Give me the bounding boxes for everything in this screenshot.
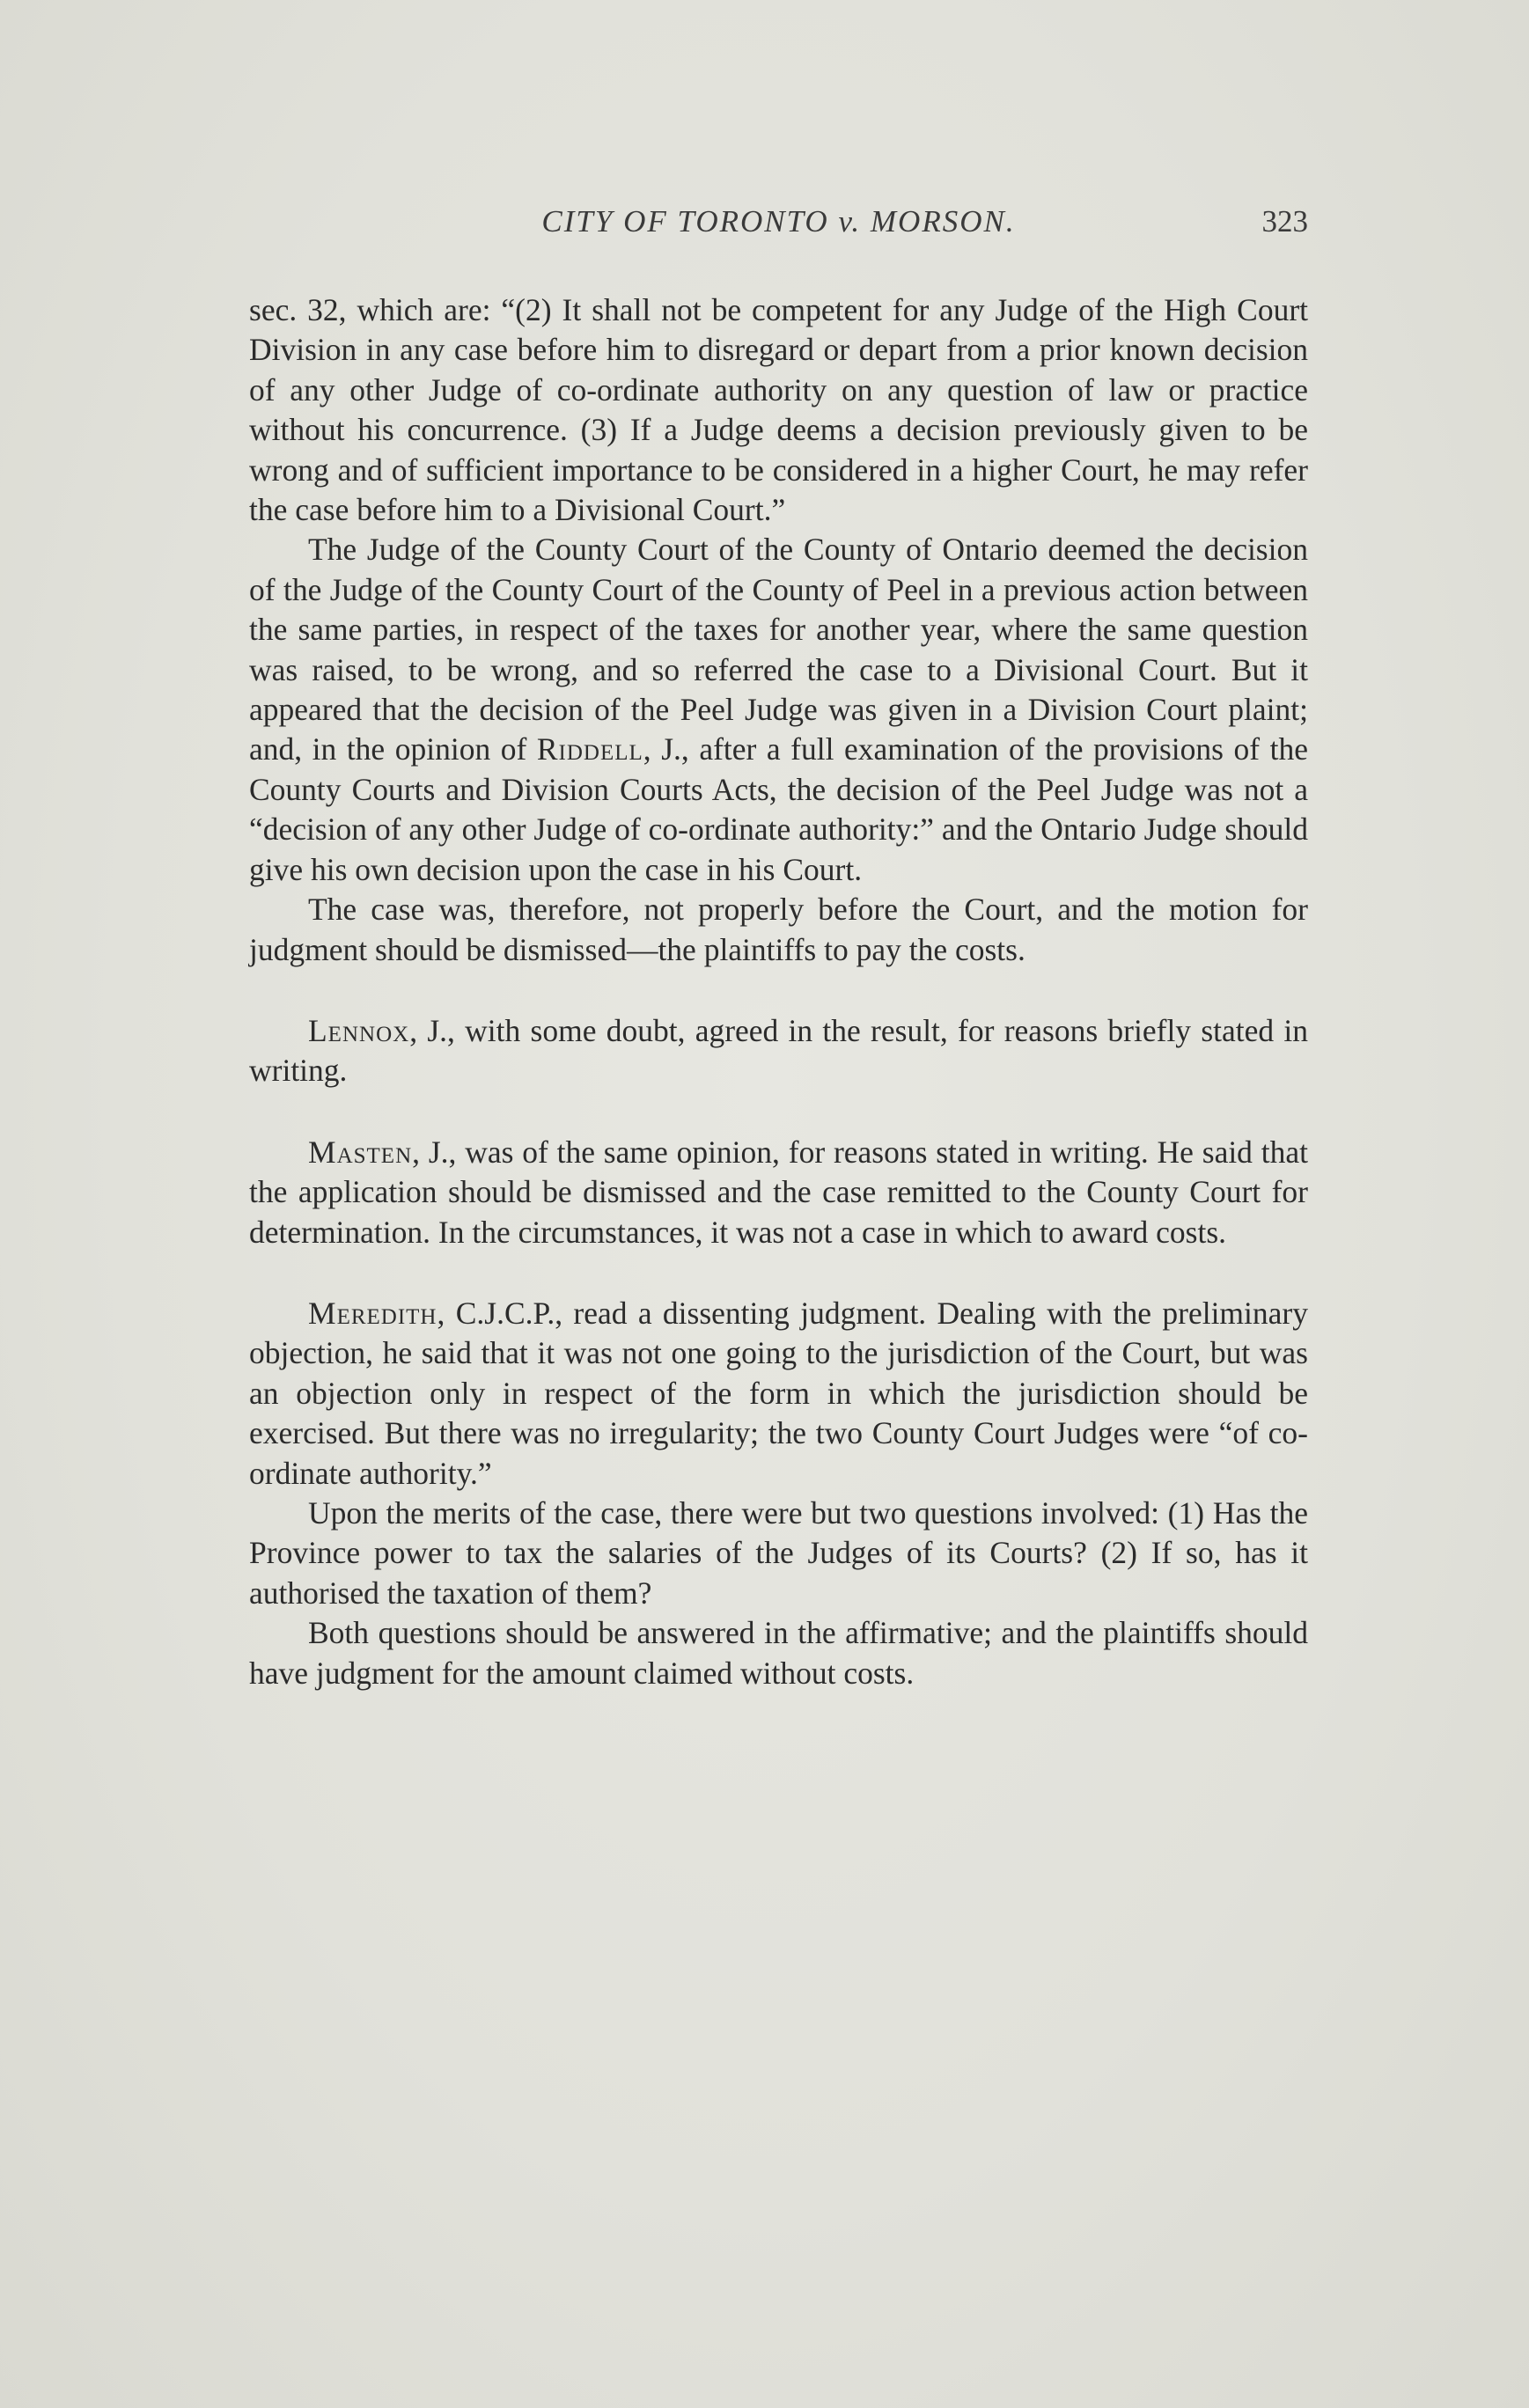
paragraph-text: The Judge of the County Court of the County of Ontario deemed the decision of the Judge of the County Court of the County of Peel in a previous action between the same parties, in respect of the taxes for another year, where the same question was raised, to be wrong, and so referred the case to a Divisional Court. But it appeared that the decision of the Peel Judge was given in a Division Court plaint; and, in the opinion of <box>249 532 1308 767</box>
paragraph-disposition: The case was, therefore, not properly before the Court, and the motion for judgment should be dismissed—the plaintiffs to pay the costs. <box>249 892 1308 967</box>
paragraph-text: , J., with some doubt, agreed in the result, for reasons briefly stated in writing. <box>249 1012 1308 1089</box>
paragraph-riddell-opinion <box>249 530 1308 890</box>
spacer <box>249 970 1308 1011</box>
paragraph-meredith <box>249 1294 1308 1494</box>
paragraph-conclusion: Both questions should be answered in the affirmative; and the plaintiffs should have judgment for the amount claimed without costs. <box>249 1615 1308 1691</box>
paragraph-lennox <box>249 1011 1308 1091</box>
judge-name-meredith: Meredith <box>308 1295 437 1331</box>
paragraph-merits: Upon the merits of the case, there were but two questions involved: (1) Has the Province power to tax the salaries of the Judges of its Courts? (2) If so, has it authorised the taxation of them? <box>249 1494 1308 1611</box>
paragraph-text: , J., after a full examination of the provisions of the County Courts and Division Courts Acts, the decision of the Peel Judge was not a “decision of any other Judge of co-ordinate authority:” and the Ontario Judge should give his own decision upon the case in his Court. <box>249 731 1308 887</box>
paragraph-masten <box>249 1133 1308 1252</box>
running-title: CITY OF TORONTO v. MORSON. <box>541 204 1016 239</box>
page-number: 323 <box>1261 204 1308 239</box>
spacer <box>249 1091 1308 1133</box>
paragraph-text: , C.J.C.P., read a dissenting judgment. Dealing with the preliminary objection, he said that it was not one going to the jurisdiction of the Court, but was an objection only in respect of the form in which the jurisdiction should be exercised. But there was no irregularity; the two County Court Judges were “of co-ordinate authority.” <box>249 1295 1308 1491</box>
judge-name-riddell: Riddell <box>536 731 643 767</box>
spacer <box>249 1252 1308 1294</box>
page-body <box>249 290 1308 1693</box>
judge-name-lennox: Lennox <box>308 1012 410 1048</box>
paragraph-text: , J., was of the same opinion, for reasons stated in writing. He said that the application should be dismissed and the case remitted to the County Court for determination. In the circumstances, it was not a case in which to award costs. <box>249 1134 1308 1250</box>
page-header <box>249 204 1308 257</box>
paragraph-statute-quote: sec. 32, which are: “(2) It shall not be competent for any Judge of the High Court Division in any case before him to disregard or depart from a prior known decision of any other Judge of co-ordinate authority on any question of law or practice without his concurrence. (3) If a Judge deems a decision previously given to be wrong and of sufficient importance to be considered in a higher Court, he may refer the case before him to a Divisional Court.” <box>249 292 1308 528</box>
judge-name-masten: Masten <box>308 1134 413 1170</box>
